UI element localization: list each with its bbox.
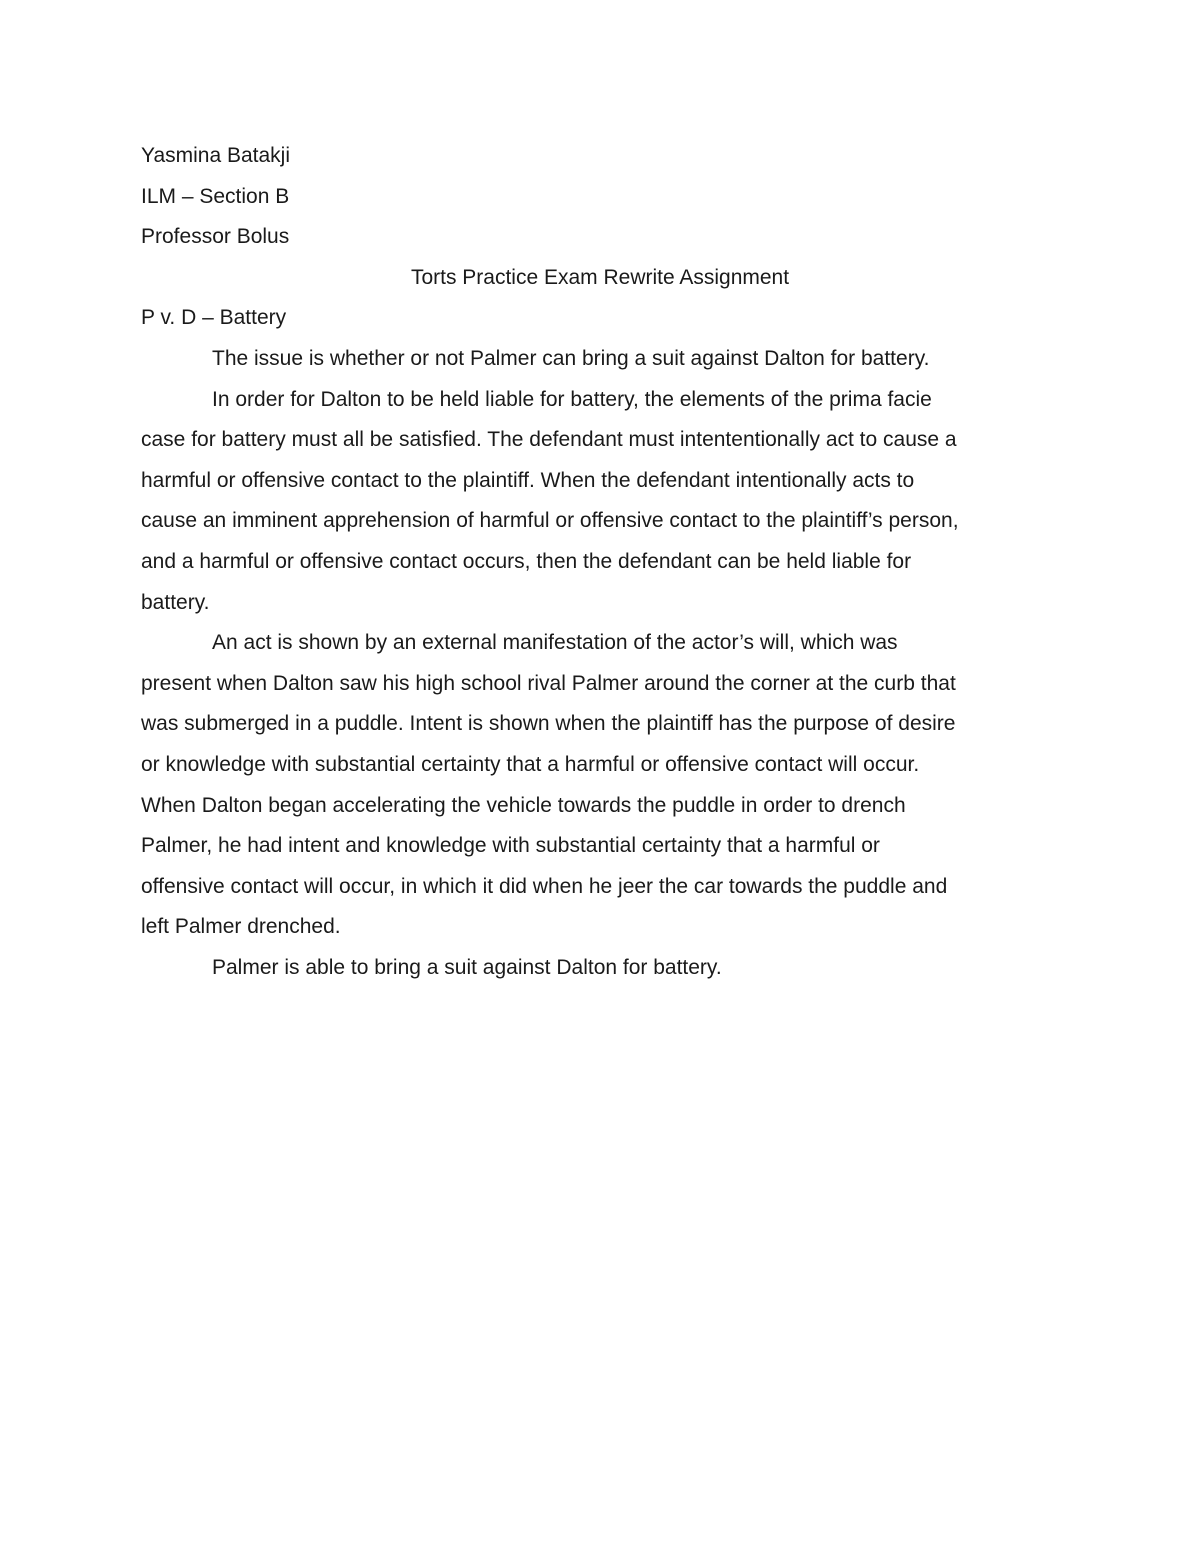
paragraph-issue bbox=[141, 339, 1059, 380]
paragraph-analysis bbox=[141, 623, 1059, 948]
paragraph-line: An act is shown by an external manifestation of the actor’s will, which was bbox=[212, 631, 898, 655]
course-section: ILM – Section B bbox=[141, 184, 290, 208]
paragraph-line: Palmer is able to bring a suit against Dalton for battery. bbox=[212, 955, 722, 979]
paragraph-line: and a harmful or offensive contact occurs, then the defendant can be held liable for bbox=[141, 549, 912, 573]
paragraph-line: cause an imminent apprehension of harmful or offensive contact to the plaintiff’s person, bbox=[141, 509, 959, 533]
paragraph-line: was submerged in a puddle. Intent is shown when the plaintiff has the purpose of desire bbox=[141, 712, 956, 736]
paragraph-line: In order for Dalton to be held liable for battery, the elements of the prima facie bbox=[212, 387, 932, 411]
paragraph-line: present when Dalton saw his high school rival Palmer around the corner at the curb that bbox=[141, 671, 956, 695]
paragraph-line: When Dalton began accelerating the vehicle towards the puddle in order to drench bbox=[141, 793, 906, 817]
document-title: Torts Practice Exam Rewrite Assignment bbox=[410, 265, 790, 289]
paragraph-line: Palmer, he had intent and knowledge with substantial certainty that a harmful or bbox=[141, 834, 880, 858]
paragraph-line: left Palmer drenched. bbox=[141, 915, 341, 939]
paragraph-line: offensive contact will occur, in which it did when he jeer the car towards the puddle and bbox=[141, 874, 948, 898]
section-heading: P v. D – Battery bbox=[141, 306, 287, 330]
professor-name: Professor Bolus bbox=[141, 225, 290, 249]
paragraph-line: battery. bbox=[141, 590, 210, 614]
document-body bbox=[141, 136, 1059, 988]
paragraph-line: The issue is whether or not Palmer can bring a suit against Dalton for battery. bbox=[212, 346, 930, 370]
paragraph-rule bbox=[141, 380, 1059, 624]
paragraph-conclusion bbox=[141, 948, 1059, 989]
paragraph-line: case for battery must all be satisfied. The defendant must intententionally act to cause a bbox=[141, 428, 957, 452]
student-name: Yasmina Batakji bbox=[141, 144, 291, 167]
paragraph-line: or knowledge with substantial certainty that a harmful or offensive contact will occur. bbox=[141, 752, 920, 776]
paragraph-line: harmful or offensive contact to the plaintiff. When the defendant intentionally acts to bbox=[141, 468, 915, 492]
